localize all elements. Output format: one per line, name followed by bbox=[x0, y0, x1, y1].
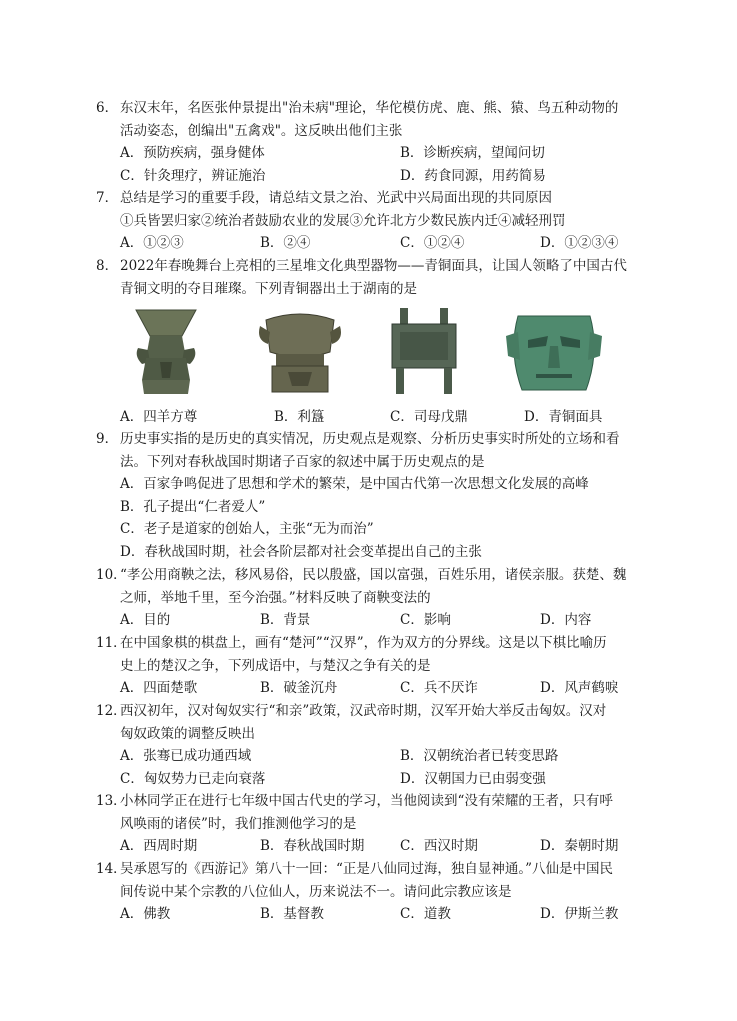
options-row bbox=[96, 835, 656, 858]
question-text: 风唤雨的诸侯”时，我们推测他学习的是 bbox=[120, 815, 357, 832]
option-b[interactable]: B．春秋战国时期 bbox=[260, 838, 365, 854]
question-text: 间传说中某个宗教的八位仙人，历来说法不一。请问此宗教应该是 bbox=[120, 883, 512, 900]
question-text: 之师，举地千里，至今治强。”材料反映了商鞅变法的 bbox=[120, 589, 431, 606]
question-text: 总结是学习的重要手段，请总结文景之治、光武中兴局面出现的共同原因 bbox=[120, 190, 552, 206]
question-text: 历史事实指的是历史的真实情况，历史观点是观察、分析历史事实时所处的立场和看 bbox=[120, 431, 620, 447]
question-6 bbox=[96, 97, 656, 187]
option-d[interactable]: D．药食同源，用药简易 bbox=[400, 167, 546, 184]
question-10 bbox=[96, 564, 656, 632]
question-text: 西汉初年，汉对匈奴实行“和亲”政策，汉武帝时期，汉军开始大举反击匈奴。汉对 bbox=[120, 703, 607, 719]
option-b[interactable]: B．背景 bbox=[260, 612, 311, 628]
option-a[interactable]: A．西周时期 bbox=[120, 838, 198, 854]
question-text: ①兵皆罢归家②统治者鼓励农业的发展③允许北方少数民族内迁④减轻刑罚 bbox=[120, 212, 566, 229]
option-d[interactable]: D．青铜面具 bbox=[524, 409, 603, 425]
options-row bbox=[96, 677, 656, 700]
option-a[interactable]: A．百家争鸣促进了思想和学术的繁荣，是中国古代第一次思想文化发展的高峰 bbox=[120, 476, 589, 492]
question-text: 史上的楚汉之争，下列成语中，与楚汉之争有关的是 bbox=[120, 657, 431, 674]
option-d[interactable]: D．风声鹤唳 bbox=[540, 680, 619, 696]
question-number: 7． bbox=[96, 190, 119, 206]
option-d[interactable]: D．①②③④ bbox=[540, 235, 619, 251]
options-row bbox=[96, 768, 656, 791]
option-b[interactable]: B．利簋 bbox=[274, 409, 325, 425]
option-b[interactable]: B．孔子提出“仁者爱人” bbox=[120, 498, 266, 515]
question-7 bbox=[96, 187, 656, 255]
option-a[interactable]: A．①②③ bbox=[120, 235, 184, 251]
question-text: 吴承恩写的《西游记》第八十一回：“正是八仙同过海，独自显神通。”八仙是中国民 bbox=[120, 861, 614, 877]
question-text: “孝公用商鞅之法，移风易俗，民以殷盛，国以富强，百姓乐用，诸侯亲服。获楚、魏 bbox=[120, 567, 627, 583]
option-c[interactable]: C．老子是道家的创始人，主张“无为而治” bbox=[120, 521, 374, 537]
option-d[interactable]: D．春秋战国时期，社会各阶层都对社会变革提出自己的主张 bbox=[120, 543, 482, 560]
options-row bbox=[96, 903, 656, 926]
option-c[interactable]: C．兵不厌诈 bbox=[400, 680, 478, 696]
option-a[interactable]: A．佛教 bbox=[120, 906, 171, 922]
question-number: 11． bbox=[96, 635, 127, 651]
question-14 bbox=[96, 858, 656, 926]
question-number: 14． bbox=[96, 861, 127, 877]
option-c[interactable]: C．①②④ bbox=[400, 235, 465, 251]
option-c[interactable]: C．西汉时期 bbox=[400, 838, 478, 854]
question-text: 法。下列对春秋战国时期诸子百家的叙述中属于历史观点的是 bbox=[120, 453, 485, 470]
option-c[interactable]: C．匈奴势力已走向衰落 bbox=[120, 770, 266, 787]
simuwu-ding-image bbox=[386, 306, 462, 398]
question-text: 活动姿态，创编出"五禽戏"。这反映出他们主张 bbox=[120, 122, 403, 139]
option-a[interactable]: A．四羊方尊 bbox=[120, 409, 198, 425]
question-text: 2022年春晚舞台上亮相的三星堆文化典型器物——青铜面具，让国人领略了中国古代 bbox=[120, 258, 627, 274]
option-d[interactable]: D．秦朝时期 bbox=[540, 838, 619, 854]
question-9 bbox=[96, 428, 656, 563]
option-b[interactable]: B．诊断疾病，望闻问切 bbox=[400, 145, 545, 161]
question-12 bbox=[96, 700, 656, 790]
question-number: 6． bbox=[96, 100, 119, 116]
question-number: 10． bbox=[96, 567, 127, 583]
question-11 bbox=[96, 632, 656, 700]
question-number: 9． bbox=[96, 431, 119, 447]
option-a[interactable]: A．四面楚歌 bbox=[120, 680, 198, 696]
option-b[interactable]: B．破釜沉舟 bbox=[260, 680, 338, 696]
option-a[interactable]: A．预防疾病，强身健体 bbox=[120, 145, 265, 161]
question-text: 青铜文明的夺目璀璨。下列青铜器出土于湖南的是 bbox=[120, 280, 417, 297]
question-text: 匈奴政策的调整反映出 bbox=[120, 725, 255, 742]
option-b[interactable]: B．②④ bbox=[260, 235, 311, 251]
question-text: 在中国象棋的棋盘上，画有“楚河”“汉界”，作为双方的分界线。这是以下棋比喻历 bbox=[120, 635, 607, 651]
option-c[interactable]: C．司母戊鼎 bbox=[390, 409, 468, 425]
options-row bbox=[96, 165, 656, 188]
question-number: 13． bbox=[96, 793, 127, 809]
option-d[interactable]: D．内容 bbox=[540, 612, 592, 628]
question-number: 12． bbox=[96, 703, 127, 719]
option-c[interactable]: C．针灸理疗，辨证施治 bbox=[120, 167, 266, 184]
options-row bbox=[96, 406, 656, 429]
options-row bbox=[96, 745, 656, 768]
li-gui-image bbox=[258, 306, 342, 398]
question-13 bbox=[96, 790, 656, 858]
option-d[interactable]: D．汉朝国力已由弱变强 bbox=[400, 770, 546, 787]
option-b[interactable]: B．基督教 bbox=[260, 906, 324, 922]
bronze-mask-image bbox=[504, 306, 604, 398]
options-row bbox=[96, 609, 656, 632]
question-number: 8． bbox=[96, 258, 119, 274]
options-row bbox=[96, 232, 656, 255]
question-text: 小林同学正在进行七年级中国古代史的学习，当他阅读到“没有荣耀的王者，只有呼 bbox=[120, 793, 613, 809]
option-d[interactable]: D．伊斯兰教 bbox=[540, 906, 619, 922]
option-c[interactable]: C．影响 bbox=[400, 612, 451, 628]
option-c[interactable]: C．道教 bbox=[400, 906, 451, 922]
options-row bbox=[96, 142, 656, 165]
four-ram-zun-image bbox=[130, 306, 202, 398]
option-a[interactable]: A．张骞已成功通西域 bbox=[120, 748, 252, 764]
bronze-images bbox=[96, 306, 656, 402]
question-8 bbox=[96, 255, 656, 429]
option-a[interactable]: A．目的 bbox=[120, 612, 171, 628]
option-b[interactable]: B．汉朝统治者已转变思路 bbox=[400, 748, 559, 764]
question-text: 东汉末年，名医张仲景提出"治未病"理论，华佗模仿虎、鹿、熊、猿、鸟五种动物的 bbox=[120, 100, 619, 116]
